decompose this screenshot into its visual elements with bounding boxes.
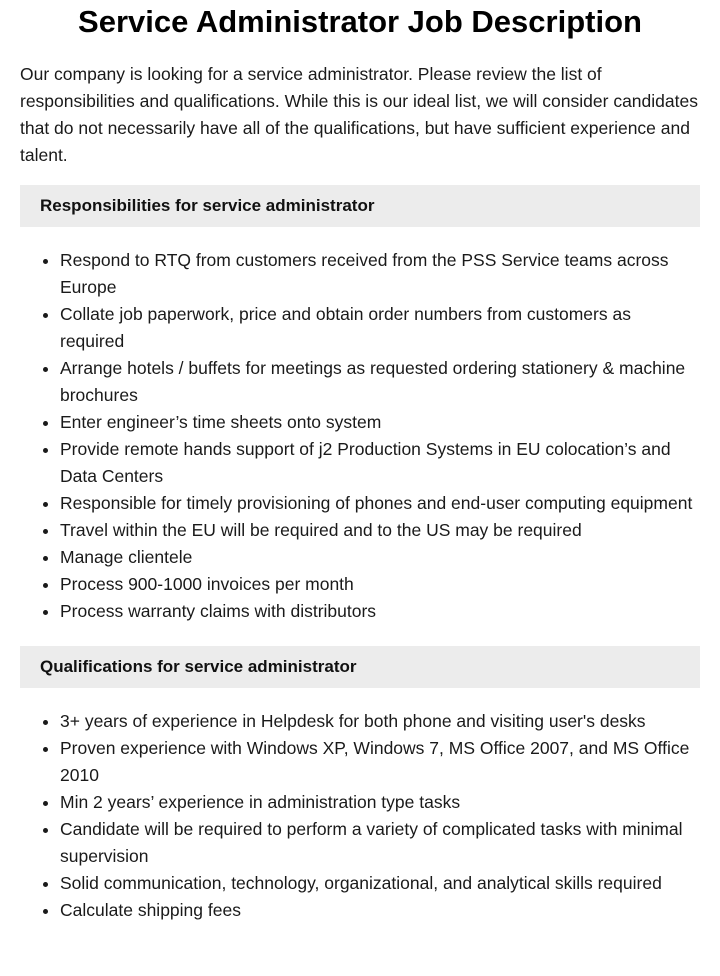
list-item: • Manage clientele	[60, 544, 700, 571]
qualifications-heading: Qualifications for service administrator	[20, 646, 700, 688]
list-item: • Candidate will be required to perform a variety of complicated tasks with minimal supervision	[60, 816, 700, 870]
list-item: • Provide remote hands support of j2 Production Systems in EU colocation’s and Data Centers	[60, 436, 700, 490]
list-item: • Responsible for timely provisioning of phones and end-user computing equipment	[60, 490, 700, 517]
list-item: • Proven experience with Windows XP, Windows 7, MS Office 2007, and MS Office 2010	[60, 735, 700, 789]
qualifications-list	[20, 708, 700, 924]
list-item: • Process warranty claims with distributors	[60, 598, 700, 625]
list-item: • Travel within the EU will be required and to the US may be required	[60, 517, 700, 544]
list-item: • Process 900-1000 invoices per month	[60, 571, 700, 598]
list-item: • Min 2 years’ experience in administration type tasks	[60, 789, 700, 816]
intro-paragraph: Our company is looking for a service administrator. Please review the list of responsibilities and qualifications. While this is our ideal list, we will consider candidates that do not necessarily have all of the qualifications, but have sufficient experience and talent.	[20, 64, 698, 165]
list-item: • Arrange hotels / buffets for meetings as requested ordering stationery & machine brochures	[60, 355, 700, 409]
list-item: • Enter engineer’s time sheets onto system	[60, 409, 700, 436]
list-item: • Solid communication, technology, organizational, and analytical skills required	[60, 870, 700, 897]
list-item: • Respond to RTQ from customers received from the PSS Service teams across Europe	[60, 247, 700, 301]
list-item: • 3+ years of experience in Helpdesk for both phone and visiting user's desks	[60, 708, 700, 735]
page-title: Service Administrator Job Description	[78, 4, 642, 39]
list-item: • Collate job paperwork, price and obtain order numbers from customers as required	[60, 301, 700, 355]
responsibilities-list	[20, 247, 700, 625]
list-item: • Calculate shipping fees	[60, 897, 700, 924]
responsibilities-heading: Responsibilities for service administrator	[20, 185, 700, 227]
